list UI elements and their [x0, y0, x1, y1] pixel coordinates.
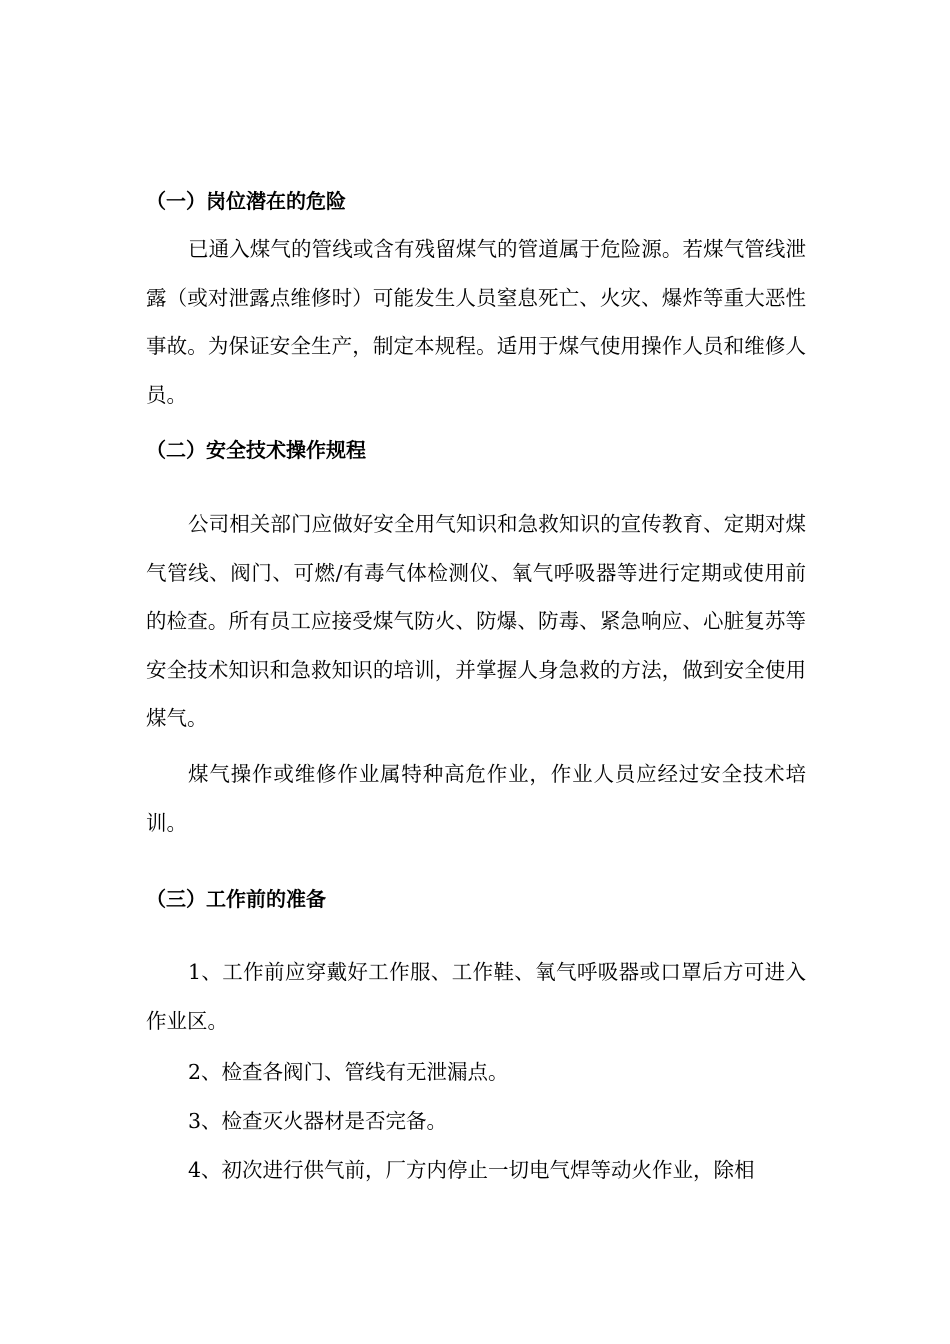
section-heading-hazards: （一）岗位潜在的危险 — [146, 189, 346, 213]
paragraph-hazards: 已通入煤气的管线或含有残留煤气的管道属于危险源。若煤气管线泄露（或对泄露点维修时）可能发生人员窒息死亡、火灾、爆炸等重大恶性事故。为保证安全生产，制定本规程。适用于煤气使用操作人员和维修人员。 — [146, 237, 806, 407]
list-item: 4、初次进行供气前，厂方内停止一切电气焊等动火作业，除相 — [188, 1158, 755, 1182]
section-heading-preparation: （三）工作前的准备 — [146, 887, 326, 911]
list-item: 3、检查灭火器材是否完备。 — [188, 1109, 448, 1133]
paragraph-safety-training: 公司相关部门应做好安全用气知识和急救知识的宣传教育、定期对煤气管线、阀门、可燃/有毒气体检测仪、氧气呼吸器等进行定期或使用前的检查。所有员工应接受煤气防火、防爆、防毒、紧急响应、心脏复苏等安全技术知识和急救知识的培训，并掌握人身急救的方法，做到安全使用煤气。 — [146, 512, 806, 731]
paragraph-special-work: 煤气操作或维修作业属特种高危作业，作业人员应经过安全技术培训。 — [146, 762, 806, 835]
list-item: 2、检查各阀门、管线有无泄漏点。 — [188, 1060, 509, 1084]
list-item: 1、工作前应穿戴好工作服、工作鞋、氧气呼吸器或口罩后方可进入作业区。 — [146, 960, 806, 1033]
section-heading-safety-rules: （二）安全技术操作规程 — [146, 438, 366, 462]
